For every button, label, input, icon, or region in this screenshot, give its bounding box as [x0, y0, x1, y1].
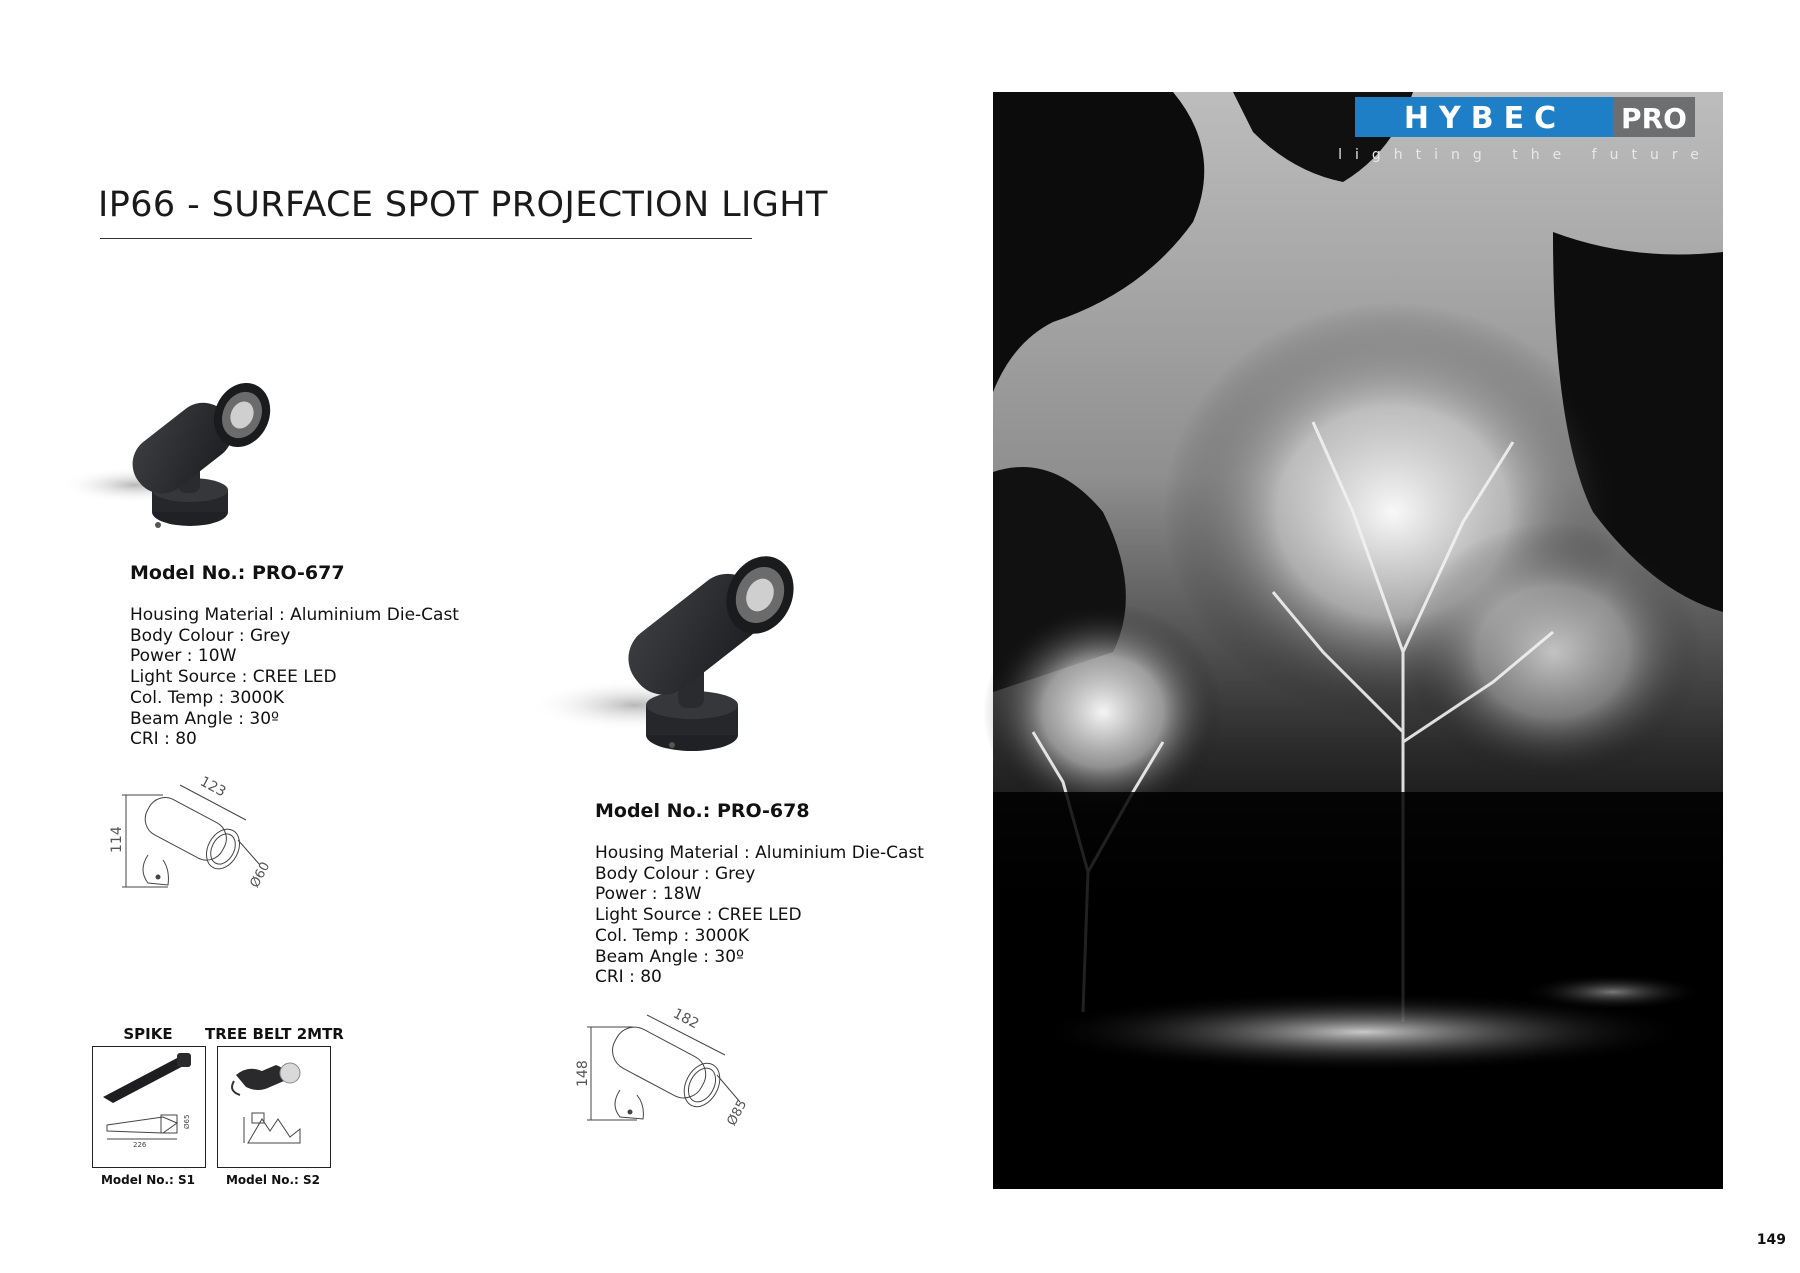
logo-brand-text: HYBEC — [1403, 101, 1567, 136]
logo-suffix-text: PRO — [1621, 102, 1687, 135]
spec-cri: CRI : 80 — [595, 967, 662, 988]
page-title: IP66 - SURFACE SPOT PROJECTION LIGHT — [98, 185, 828, 225]
accessory-model-s1: Model No.: S1 — [100, 1173, 196, 1187]
dim-length-label: 182 — [670, 1005, 702, 1033]
spec-housing: Housing Material : Aluminium Die-Cast — [595, 843, 924, 863]
accessory-label-spike: SPIKE — [123, 1025, 173, 1043]
spike-length-label: 226 — [133, 1141, 147, 1149]
accessory-box-spike — [92, 1046, 206, 1168]
dimension-drawing-pro-678 — [575, 1005, 750, 1135]
tree-belt-illustration — [218, 1047, 330, 1167]
spec-col-temp: Col. Temp : 3000K — [595, 925, 750, 946]
spike-illustration — [93, 1047, 205, 1167]
tree-uplighting-photo — [993, 92, 1723, 1189]
spec-power: Power : 10W — [130, 646, 237, 667]
logo-graphic — [1338, 97, 1712, 167]
photo-illustration — [993, 92, 1723, 1189]
dim-length-label: 123 — [197, 773, 229, 801]
spec-colour: Body Colour : Grey — [130, 625, 291, 646]
spec-beam-angle: Beam Angle : 30º — [595, 946, 745, 967]
product-specs-pro-677 — [130, 605, 459, 750]
spec-light-source: Light Source : CREE LED — [130, 667, 337, 688]
dim-height-label: 148 — [575, 1060, 591, 1087]
page-number: 149 — [1756, 1232, 1786, 1248]
spike-width-label: Ø65 — [183, 1114, 191, 1129]
title-divider — [100, 238, 752, 239]
dim-diameter-label: Ø85 — [724, 1097, 751, 1129]
dim-height-label: 114 — [109, 826, 125, 853]
product-model-pro-677: Model No.: PRO-677 — [130, 562, 345, 584]
spec-beam-angle: Beam Angle : 30º — [130, 708, 280, 729]
product-image-pro-677 — [60, 365, 270, 545]
spec-cri: CRI : 80 — [130, 729, 197, 750]
product-image-pro-678 — [520, 545, 810, 760]
accessory-label-tree-belt: TREE BELT 2MTR — [205, 1025, 344, 1043]
product-specs-pro-678 — [595, 843, 924, 988]
spec-housing: Housing Material : Aluminium Die-Cast — [130, 605, 459, 625]
spec-col-temp: Col. Temp : 3000K — [130, 687, 285, 708]
spec-colour: Body Colour : Grey — [595, 863, 756, 884]
dimension-drawing-pro-677 — [108, 773, 274, 895]
spec-light-source: Light Source : CREE LED — [595, 905, 802, 926]
logo-tagline: lighting the future — [1338, 147, 1712, 163]
accessory-model-s2: Model No.: S2 — [225, 1173, 321, 1187]
brand-logo — [1338, 97, 1712, 172]
product-model-pro-678: Model No.: PRO-678 — [595, 800, 810, 822]
spec-power: Power : 18W — [595, 884, 702, 905]
dim-diameter-label: Ø60 — [247, 859, 274, 891]
accessory-box-tree-belt — [217, 1046, 331, 1168]
